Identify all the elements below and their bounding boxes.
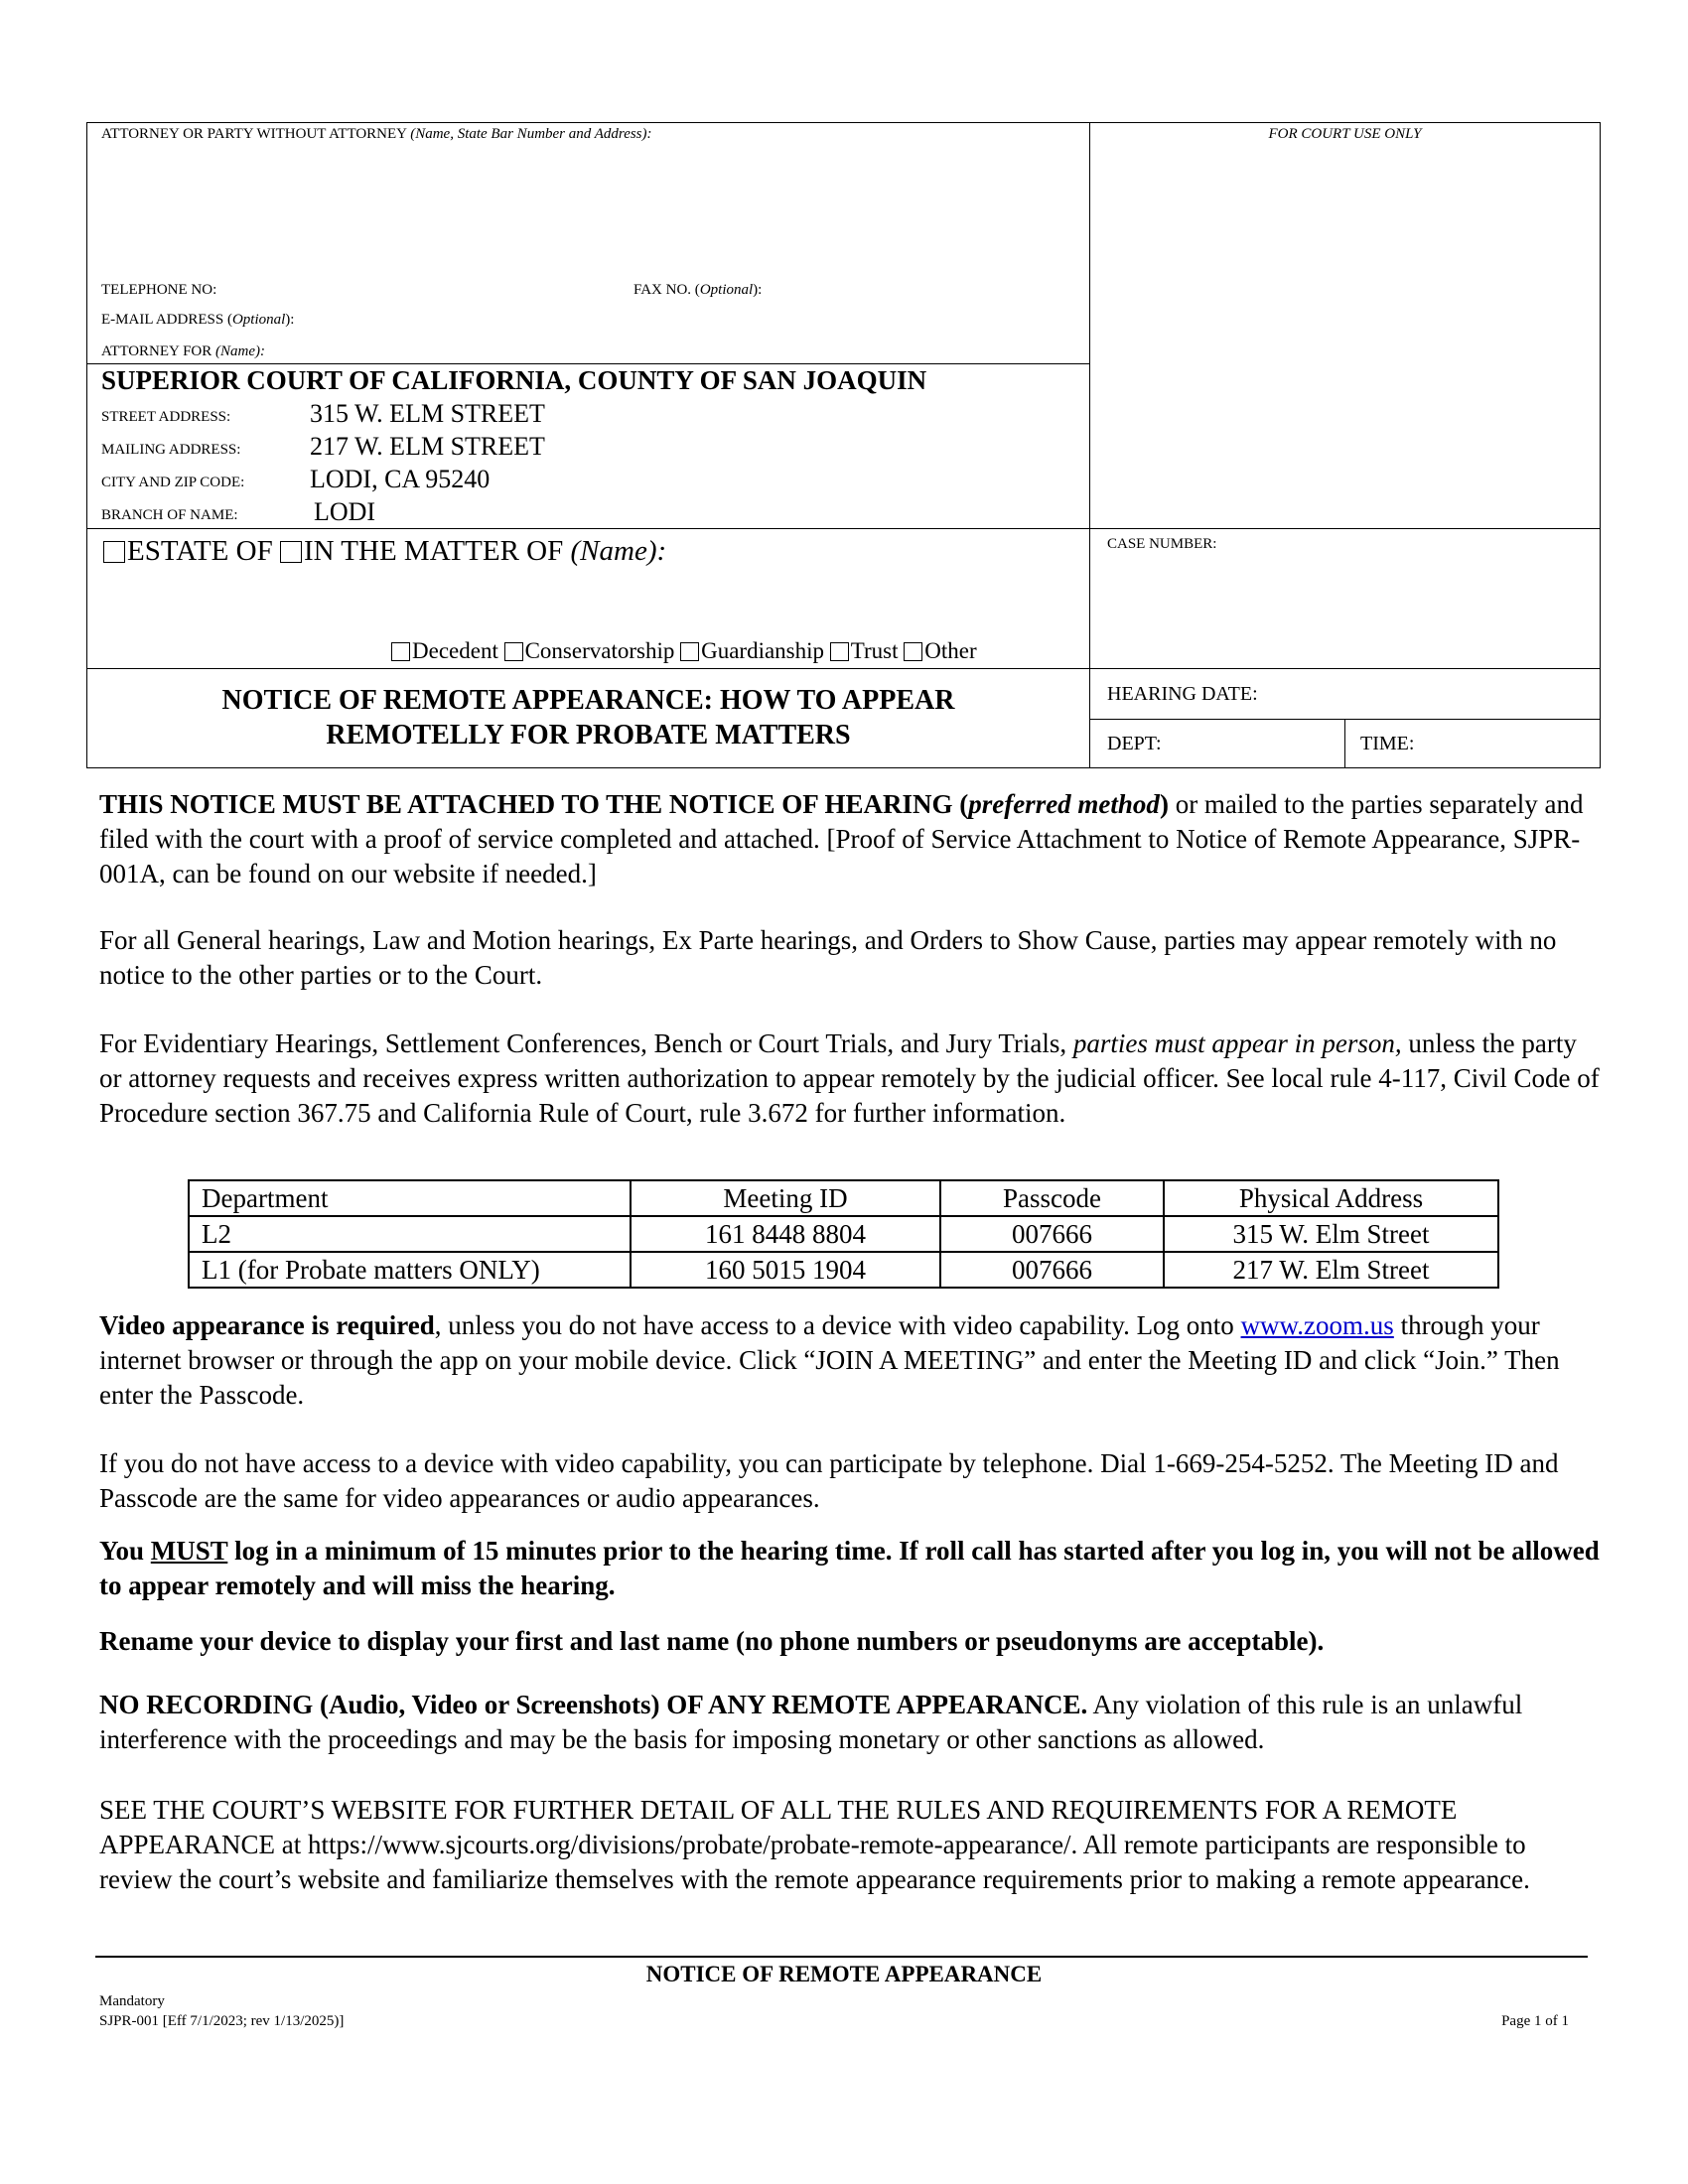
fax-close: ): bbox=[753, 282, 763, 298]
table-header-row bbox=[189, 1180, 1498, 1216]
case-type-conservatorship[interactable] bbox=[504, 638, 675, 663]
email-field[interactable] bbox=[357, 308, 1072, 330]
department-table bbox=[188, 1179, 1499, 1289]
street-value: 315 W. ELM STREET bbox=[310, 399, 545, 428]
attorney-name-field[interactable] bbox=[101, 149, 1074, 273]
court-name: SUPERIOR COURT OF CALIFORNIA, COUNTY OF SAN JOAQUIN bbox=[101, 365, 927, 395]
other-label: Other bbox=[924, 638, 977, 663]
court-box-bottom bbox=[86, 528, 1601, 529]
footer-rule bbox=[95, 1956, 1588, 1958]
table-row bbox=[189, 1252, 1498, 1288]
table-cell: 007666 bbox=[940, 1252, 1164, 1288]
email-label-text: E-MAIL ADDRESS ( bbox=[101, 312, 232, 328]
paragraph-evidentiary-hearings bbox=[99, 1026, 1604, 1131]
parties-box-bottom bbox=[86, 668, 1601, 669]
attorney-label-hint: (Name, State Bar Number and Address): bbox=[410, 126, 652, 142]
dept-field[interactable] bbox=[1172, 725, 1336, 762]
dept-time-divider bbox=[1344, 719, 1345, 768]
estate-line bbox=[103, 535, 666, 568]
party-name-field[interactable] bbox=[103, 574, 1076, 633]
attorney-label bbox=[101, 126, 652, 143]
case-type-decedent[interactable] bbox=[391, 638, 498, 663]
mailing-value: 217 W. ELM STREET bbox=[310, 432, 545, 461]
table-cell: L1 (for Probate matters ONLY) bbox=[189, 1252, 631, 1288]
form-title bbox=[87, 683, 1089, 752]
p1-bold-close: ) bbox=[1159, 789, 1169, 819]
fax-label bbox=[633, 282, 762, 299]
telephone-field[interactable] bbox=[253, 278, 621, 300]
decedent-label: Decedent bbox=[412, 638, 498, 663]
dept-label: DEPT: bbox=[1107, 733, 1162, 754]
table-cell: 160 5015 1904 bbox=[631, 1252, 940, 1288]
zoom-link[interactable]: www.zoom.us bbox=[1240, 1310, 1394, 1340]
time-label: TIME: bbox=[1360, 733, 1415, 754]
p4-mid: , unless you do not have access to a device with video capability. Log onto bbox=[434, 1310, 1241, 1340]
table-cell: 217 W. Elm Street bbox=[1164, 1252, 1498, 1288]
table-header: Physical Address bbox=[1164, 1180, 1498, 1216]
footer-page: Page 1 of 1 bbox=[1501, 2013, 1569, 2029]
p1-rest: or mailed to the parties separately and filed with the court with a proof of service completed and attached. [Proof of Service Attachment to Notice of Remote Appearance, SJPR-001A, can be found on our website if needed.] bbox=[99, 789, 1584, 888]
p6-rest: log in a minimum of 15 minutes prior to the hearing time. If roll call has started after you log in, you will not be allowed to appear remotely and will miss the hearing. bbox=[99, 1536, 1600, 1600]
p3-rest: unless the party or attorney requests and receives express written authorization to appear remotely by the judicial officer. See local rule 4-117, Civil Code of Procedure section 367.75 and California Rule of Court, rule 3.672 for further information. bbox=[99, 1028, 1600, 1128]
conservatorship-checkbox[interactable] bbox=[504, 642, 523, 661]
p4-rest: through your internet browser or through the app on your mobile device. Click “JOIN A MEETING” and enter the Meeting ID and click “Join.” Then enter the Passcode. bbox=[99, 1310, 1560, 1410]
case-type-other[interactable] bbox=[904, 638, 976, 663]
branch-value: LODI bbox=[314, 497, 376, 526]
trust-label: Trust bbox=[850, 638, 899, 663]
fax-label-text: FAX NO. ( bbox=[633, 282, 700, 298]
paragraph-rename-device: Rename your device to display your first and last name (no phone numbers or pseudonyms are acceptable). bbox=[99, 1626, 1325, 1656]
paragraph-website: SEE THE COURT’S WEBSITE FOR FURTHER DETAIL OF ALL THE RULES AND REQUIREMENTS FOR A REMOTE APPEARANCE at https://www.sjcourts.org/divisions/probate/probate-remote-appearance/. All remote participants are responsible to review the court’s website and familiarize themselves with the remote appearance requirements prior to making a remote appearance. bbox=[99, 1795, 1530, 1894]
attorney-box-bottom bbox=[86, 363, 1090, 364]
court-use-label: FOR COURT USE ONLY bbox=[1268, 126, 1422, 142]
paragraph-video-appearance bbox=[99, 1308, 1604, 1413]
form-title-line2: REMOTELLY FOR PROBATE MATTERS bbox=[326, 720, 851, 751]
form-title-line1: NOTICE OF REMOTE APPEARANCE: HOW TO APPEAR bbox=[221, 685, 955, 716]
paragraph-general-hearings: For all General hearings, Law and Motion hearings, Ex Parte hearings, and Orders to Show Cause, parties may appear remotely with no notice to the other parties or to the Court. bbox=[99, 925, 1557, 990]
footer-mandatory: Mandatory bbox=[99, 1993, 165, 2009]
case-type-guardianship[interactable] bbox=[680, 638, 824, 663]
attorney-for-hint: (Name): bbox=[215, 343, 265, 359]
estate-of-checkbox[interactable] bbox=[103, 541, 125, 563]
hearing-date-label: HEARING DATE: bbox=[1107, 683, 1258, 705]
table-header: Passcode bbox=[940, 1180, 1164, 1216]
p1-bold: THIS NOTICE MUST BE ATTACHED TO THE NOTICE OF HEARING ( bbox=[99, 789, 969, 819]
email-label bbox=[101, 312, 294, 329]
case-type-row bbox=[391, 638, 977, 664]
other-checkbox[interactable] bbox=[904, 642, 922, 661]
paragraph-telephone: If you do not have access to a device with video capability, you can participate by telephone. Dial 1-669-254-5252. The Meeting ID and Passcode are the same for video appearances or audio appearances. bbox=[99, 1448, 1559, 1513]
p3-start: For Evidentiary Hearings, Settlement Conferences, Bench or Court Trials, and Jury Trials, bbox=[99, 1028, 1073, 1058]
time-field[interactable] bbox=[1420, 725, 1589, 762]
in-matter-of-checkbox[interactable] bbox=[280, 541, 302, 563]
table-cell: 161 8448 8804 bbox=[631, 1216, 940, 1252]
paragraph-attach-notice bbox=[99, 787, 1604, 891]
p3-italic: parties must appear in person, bbox=[1072, 1028, 1402, 1058]
p8-bold: NO RECORDING (Audio, Video or Screenshots) OF ANY REMOTE APPEARANCE. bbox=[99, 1690, 1088, 1719]
case-number-label: CASE NUMBER: bbox=[1107, 536, 1217, 552]
fax-field[interactable] bbox=[804, 278, 1082, 300]
mailing-label: MAILING ADDRESS: bbox=[101, 442, 241, 458]
table-cell: 007666 bbox=[940, 1216, 1164, 1252]
footer-title: NOTICE OF REMOTE APPEARANCE bbox=[645, 1962, 1043, 1986]
attorney-for-label bbox=[101, 343, 265, 360]
paragraph-login-time bbox=[99, 1534, 1604, 1603]
estate-of-label: ESTATE OF bbox=[127, 535, 273, 567]
conservatorship-label: Conservatorship bbox=[524, 638, 675, 663]
email-optional: Optional bbox=[231, 312, 286, 328]
table-cell: 315 W. Elm Street bbox=[1164, 1216, 1498, 1252]
attorney-label-text: ATTORNEY OR PARTY WITHOUT ATTORNEY bbox=[101, 126, 407, 142]
fax-optional: Optional bbox=[699, 282, 754, 298]
table-header: Department bbox=[189, 1180, 631, 1216]
table-row bbox=[189, 1216, 1498, 1252]
p1-bold-italic: preferred method bbox=[968, 789, 1160, 819]
p4-bold: Video appearance is required bbox=[99, 1310, 435, 1340]
trust-checkbox[interactable] bbox=[830, 642, 849, 661]
table-header: Meeting ID bbox=[631, 1180, 940, 1216]
street-label: STREET ADDRESS: bbox=[101, 409, 231, 425]
case-type-trust[interactable] bbox=[830, 638, 899, 663]
telephone-label: TELEPHONE NO: bbox=[101, 282, 217, 298]
city-value: LODI, CA 95240 bbox=[310, 465, 491, 493]
case-number-field[interactable] bbox=[1102, 558, 1589, 657]
guardianship-checkbox[interactable] bbox=[680, 642, 699, 661]
in-matter-of-label: IN THE MATTER OF bbox=[303, 535, 564, 567]
footer-form-id: SJPR-001 [Eff 7/1/2023; rev 1/13/2025)] bbox=[99, 2013, 345, 2029]
branch-label: BRANCH OF NAME: bbox=[101, 507, 238, 523]
caption-divider bbox=[1089, 122, 1090, 768]
attorney-for-text: ATTORNEY FOR bbox=[101, 343, 212, 359]
hearing-date-field[interactable] bbox=[1266, 675, 1589, 713]
email-close: ): bbox=[285, 312, 295, 328]
guardianship-label: Guardianship bbox=[701, 638, 825, 663]
city-label: CITY AND ZIP CODE: bbox=[101, 475, 245, 490]
p6-must: MUST bbox=[150, 1536, 228, 1566]
table-cell: L2 bbox=[189, 1216, 631, 1252]
p6-start: You bbox=[99, 1536, 151, 1566]
p8-rest: Any violation of this rule is an unlawful interference with the proceedings and may be the basis for imposing monetary or other sanctions as allowed. bbox=[99, 1690, 1523, 1754]
decedent-checkbox[interactable] bbox=[391, 642, 410, 661]
name-hint: (Name): bbox=[570, 535, 667, 567]
paragraph-no-recording bbox=[99, 1688, 1604, 1757]
